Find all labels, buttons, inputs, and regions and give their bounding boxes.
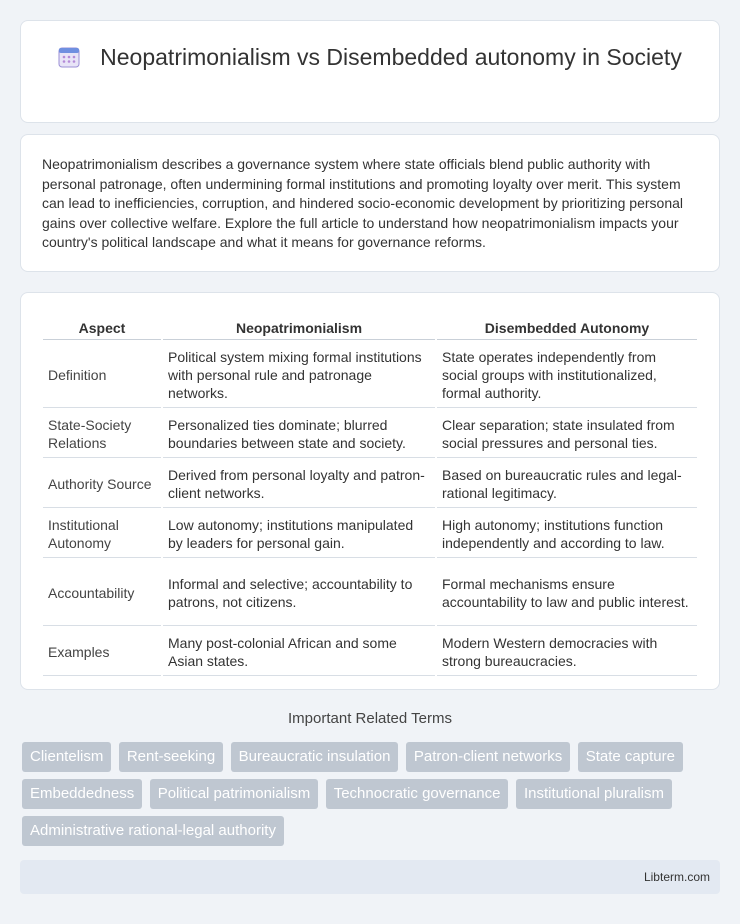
term-tag[interactable]: Institutional pluralism [516, 779, 672, 809]
page-title: Neopatrimonialism vs Disembedded autonomy in Society [100, 44, 682, 70]
title-card [20, 20, 720, 123]
term-tag[interactable]: Bureaucratic insulation [231, 742, 399, 772]
term-tag[interactable]: Rent-seeking [119, 742, 223, 772]
comparison-table [41, 311, 699, 678]
term-tag[interactable]: Technocratic governance [326, 779, 509, 809]
aspect-cell: Institutional Autonomy [43, 510, 161, 558]
table-cell: Derived from personal loyalty and patron-client networks. [163, 460, 435, 508]
table-cell: Personalized ties dominate; blurred boundaries between state and society. [163, 410, 435, 458]
table-cell: Formal mechanisms ensure accountability to law and public interest. [437, 560, 697, 626]
term-tag[interactable]: Administrative rational-legal authority [22, 816, 284, 846]
column-header: Disembedded Autonomy [437, 313, 697, 340]
column-header: Neopatrimonialism [163, 313, 435, 340]
column-header: Aspect [43, 313, 161, 340]
table-row [43, 628, 697, 676]
table-cell: Modern Western democracies with strong bureaucracies. [437, 628, 697, 676]
table-header-row [43, 313, 697, 340]
table-cell: High autonomy; institutions function independently and according to law. [437, 510, 697, 558]
table-cell: Clear separation; state insulated from social pressures and personal ties. [437, 410, 697, 458]
table-cell: Low autonomy; institutions manipulated by leaders for personal gain. [163, 510, 435, 558]
table-row [43, 410, 697, 458]
table-cell: Based on bureaucratic rules and legal-rational legitimacy. [437, 460, 697, 508]
table-cell: State operates independently from social groups with institutionalized, formal authority. [437, 342, 697, 408]
table-row [43, 560, 697, 626]
table-row [43, 460, 697, 508]
term-tag[interactable]: State capture [578, 742, 683, 772]
related-terms-heading: Important Related Terms [288, 710, 452, 727]
aspect-cell: Authority Source [43, 460, 161, 508]
intro-text: Neopatrimonialism describes a governance system where state officials blend public authority with personal patronage, often undermining formal institutions and promoting loyalty over merit. This system can lead to inefficiencies, corruption, and hindered socio-economic development by prioritizing personal gains over collective welfare. Explore the full article to understand how neopatrimonialism impacts your country's political landscape and what it means for governance reforms. [42, 156, 683, 251]
aspect-cell: Examples [43, 628, 161, 676]
term-tag[interactable]: Patron-client networks [406, 742, 570, 772]
aspect-cell: State-Society Relations [43, 410, 161, 458]
footer [20, 860, 720, 894]
table-cell: Informal and selective; accountability to patrons, not citizens. [163, 560, 435, 626]
table-cell: Political system mixing formal institutions with personal rule and patronage networks. [163, 342, 435, 408]
related-terms-list [22, 742, 722, 853]
table-cell: Many post-colonial African and some Asian states. [163, 628, 435, 676]
calendar-icon [58, 46, 80, 68]
term-tag[interactable]: Political patrimonialism [150, 779, 319, 809]
aspect-cell: Accountability [43, 560, 161, 626]
title-wrap [21, 43, 719, 72]
aspect-cell: Definition [43, 342, 161, 408]
comparison-card [20, 292, 720, 690]
table-row [43, 510, 697, 558]
term-tag[interactable]: Embeddedness [22, 779, 142, 809]
table-row [43, 342, 697, 408]
intro-card [20, 134, 720, 272]
footer-site-link[interactable]: Libterm.com [643, 870, 710, 884]
term-tag[interactable]: Clientelism [22, 742, 111, 772]
